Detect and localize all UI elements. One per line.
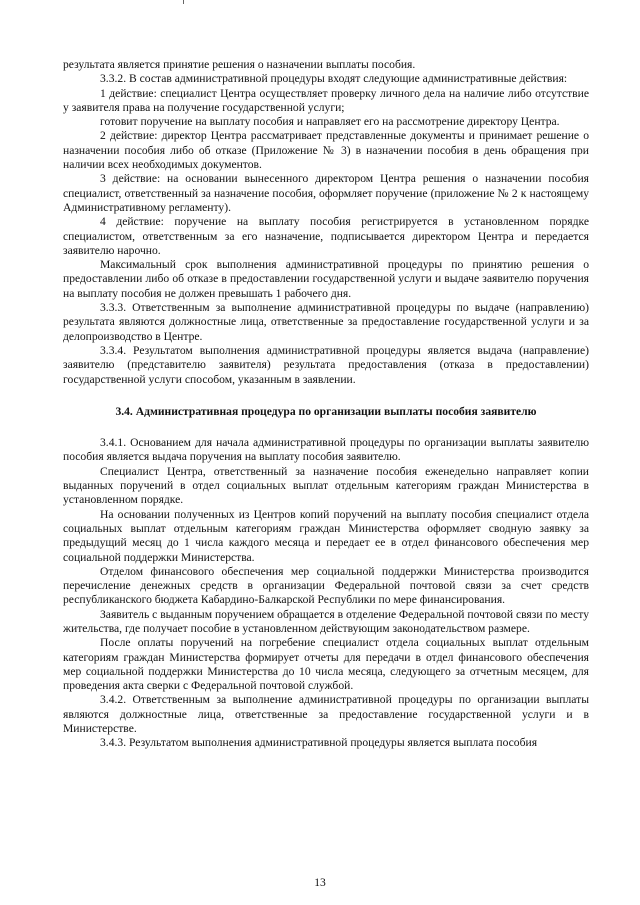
page-number: 13 bbox=[314, 876, 326, 889]
paragraph: 3.4.1. Основанием для начала административной процедуры по организации выплаты заявителю пособия является выдача поручения на выплату пособия заявителю. bbox=[63, 436, 589, 464]
paragraph: 3.3.4. Результатом выполнения административной процедуры является выдача (направление) заявителю (представителю заявителя) результата предоставления (отказа в предоставлении) государственной услуги способом, указанным в заявлении. bbox=[63, 343, 589, 386]
paragraph: Специалист Центра, ответственный за назначение пособия еженедельно направляет копии выданных поручений в отдел социальных выплат отдельным категориям граждан Министерства в установленном порядке. bbox=[63, 464, 589, 507]
paragraph: Заявитель с выданным поручением обращается в отделение Федеральной почтовой связи по месту жительства, где получает пособие в установленном действующим законодательством размере. bbox=[63, 607, 589, 635]
paragraph: результата является принятие решения о назначении выплаты пособия. bbox=[63, 58, 416, 71]
paragraph: готовит поручение на выплату пособия и направляет его на рассмотрение директору Центра. bbox=[100, 115, 560, 129]
scan-mark bbox=[183, 0, 184, 4]
paragraph: Максимальный срок выполнения административной процедуры по принятию решения о предоставлении либо об отказе в предоставлении государственной услуги и выдаче заявителю поручения на выплату пособия не должен превышать 1 рабочего дня. bbox=[63, 258, 589, 300]
paragraph: 3.4.2. Ответственным за выполнение административной процедуры по организации выплаты являются должностные лица, ответственные за предоставление государственной услуги и в Министерстве. bbox=[63, 693, 589, 736]
page-body bbox=[63, 58, 589, 751]
paragraph: Отделом финансового обеспечения мер социальной поддержки Министерства производится перечисление денежных средств в организации Федеральной почтовой связи за счет средств республиканского бюджета Кабардино-Балкарской Республики по мере финансирования. bbox=[63, 564, 589, 607]
paragraph: На основании полученных из Центров копий поручений на выплату пособия специалист отдела социальных выплат отдельным категориям граждан Министерства оформляет сводную заявку за предыдущий месяц до 1 числа каждого месяца и передает ее в отдел финансового обеспечения мер социальной поддержки Министерства. bbox=[63, 507, 589, 564]
paragraph: 3 действие: на основании вынесенного директором Центра решения о назначении пособия специалист, ответственный за назначение пособия, оформляет поручение (приложение № 2 к настоящему Административному регламенту). bbox=[63, 172, 589, 214]
paragraph: 3.3.2. В состав административной процедуры входят следующие административные действия: bbox=[100, 72, 568, 86]
section-heading: 3.4. Административная процедура по организации выплаты пособия заявителю bbox=[115, 404, 537, 418]
paragraph: 1 действие: специалист Центра осуществляет проверку личного дела на наличие либо отсутствие у заявителя права на получение государственной услуги; bbox=[63, 86, 589, 114]
paragraph: 3.4.3. Результатом выполнения административной процедуры является выплата пособия bbox=[100, 736, 538, 750]
paragraph: 4 действие: поручение на выплату пособия регистрируется в установленном порядке специалистом, ответственным за его назначение, подписывается директором Центра и передается заявителю нарочно. bbox=[63, 215, 589, 257]
paragraph: 3.3.3. Ответственным за выполнение административной процедуры по выдаче (направлению) результата являются должностные лица, ответственные за предоставление государственной услуги и за делопроизводство в Центре. bbox=[63, 301, 589, 343]
paragraph: 2 действие: директор Центра рассматривает представленные документы и принимает решение о назначении пособия либо об отказе (Приложение № 3) в назначении пособия в день обращения при наличии всех необходимых документов. bbox=[63, 129, 589, 172]
paragraph: После оплаты поручений на погребение специалист отдела социальных выплат отдельным категориям граждан Министерства формирует отчеты для передачи в отдел финансового обеспечения мер социальной поддержки Министерства до 10 числа месяца, следующего за отчетным месяцем, для проведения акта сверки с Федеральной почтовой службой. bbox=[63, 636, 589, 693]
